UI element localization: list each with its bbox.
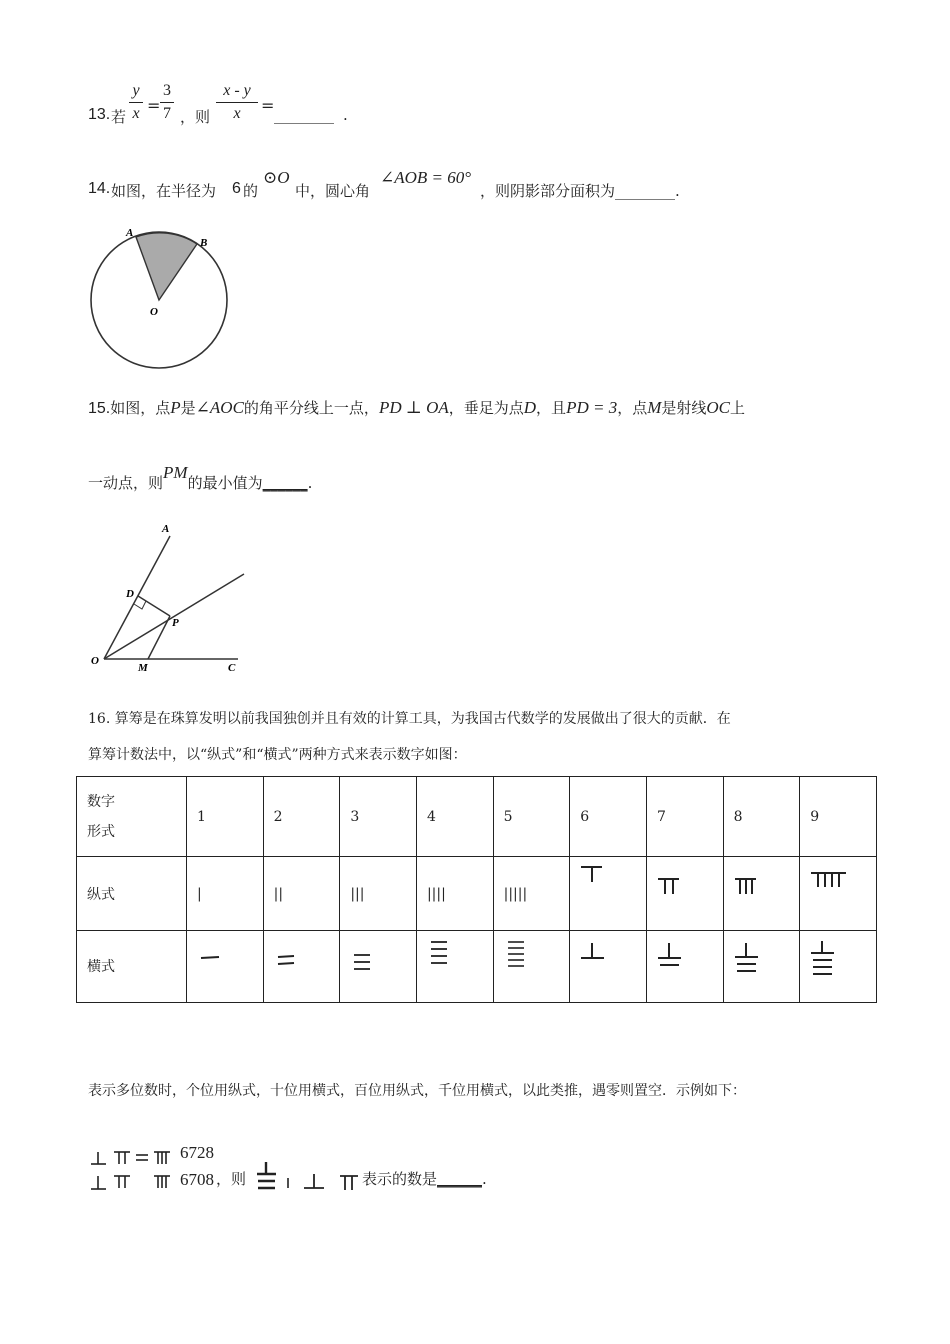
example-value-6708: 6708 <box>180 1170 214 1189</box>
q14-text-1: 如图，在半径为 <box>111 182 217 200</box>
example-rods-6708 <box>90 1172 180 1194</box>
table-row-horizontal <box>77 930 877 1002</box>
digit-cell: 9 <box>800 777 877 857</box>
horizontal-glyph-6 <box>570 930 647 1002</box>
q15-answer-blank[interactable]: ______ <box>262 474 308 492</box>
q14-circle-symbol: ⊙O <box>263 168 290 187</box>
q13-equals: = <box>147 96 161 115</box>
right-angle-mark <box>134 601 146 609</box>
digit-cell: 8 <box>723 777 800 857</box>
digit-cell: 1 <box>187 777 264 857</box>
digit-cell: 7 <box>646 777 723 857</box>
vertical-glyph-8 <box>723 857 800 930</box>
example-rods-6728 <box>90 1148 180 1168</box>
q14-number: 14. <box>88 180 111 197</box>
counting-rods-table <box>76 776 877 1003</box>
q16-paragraph-line-2: 算筹计数法中，以“纵式”和“横式”两种方式来表示数字如图： <box>88 747 467 763</box>
question-rods-number <box>254 1160 366 1194</box>
horizontal-glyph-4 <box>416 930 493 1002</box>
q13-fraction-y-over-x: y x <box>129 82 143 123</box>
q14-circle-figure <box>88 222 238 372</box>
vertical-glyph-6 <box>570 857 647 930</box>
q16-question: 表示的数是______. <box>362 1170 487 1188</box>
q14-text-4: ，则阴影部分面积为________. <box>480 182 680 200</box>
header-cell: 数字 形式 <box>77 777 187 857</box>
q13-number: 13. <box>88 106 111 123</box>
example-value-6728: 6728 <box>180 1143 214 1162</box>
segment-pm <box>148 616 170 659</box>
digit-cell: 6 <box>570 777 647 857</box>
example-suffix: ，则 <box>216 1170 247 1188</box>
vertical-glyph-7 <box>646 857 723 930</box>
q14-angle-expression: ∠AOB = 60° <box>380 168 472 187</box>
q13-answer-blank[interactable]: ________ <box>274 106 334 124</box>
row-label-vertical: 纵式 <box>77 857 187 930</box>
vertical-glyph-1: | <box>187 857 264 930</box>
horizontal-glyph-9 <box>800 930 877 1002</box>
digit-cell: 5 <box>493 777 570 857</box>
q14-text-2: 的 <box>243 182 259 200</box>
q13-fraction-x-minus-y-over-x: x - y x <box>216 82 258 123</box>
horizontal-glyph-7 <box>646 930 723 1002</box>
label-p: P <box>172 617 179 629</box>
q15-line-1: 15.如图，点P是∠AOC的角平分线上一点，PD ⊥ OA，垂足为点D，且PD = 3，点M是射线OC上 <box>88 398 746 417</box>
q16-answer-blank[interactable]: ______ <box>437 1170 483 1188</box>
horizontal-glyph-5 <box>493 930 570 1002</box>
q13-fraction-3-over-7: 3 7 <box>160 82 174 123</box>
q16-rule-text: 表示多位数时，个位用纵式，十位用横式，百位用纵式，千位用横式，以此类推，遇零则置空．示例如下： <box>88 1083 746 1099</box>
horizontal-glyph-3 <box>340 930 417 1002</box>
segment-pd <box>138 596 170 616</box>
horizontal-glyph-2 <box>263 930 340 1002</box>
vertical-glyph-2: || <box>263 857 340 930</box>
label-a: A <box>162 523 170 535</box>
vertical-glyph-3: ||| <box>340 857 417 930</box>
label-d: D <box>126 588 134 600</box>
q13-period: . <box>343 106 348 124</box>
vertical-glyph-5: ||||| <box>493 857 570 930</box>
q16-paragraph-line-1: 16. 算筹是在珠算发明以前我国独创并且有效的计算工具，为我国古代数学的发展做出了很大的贡献．在 <box>88 711 731 727</box>
horizontal-glyph-8 <box>723 930 800 1002</box>
table-row-vertical <box>77 857 877 930</box>
q13-equals-2: = <box>261 96 275 115</box>
digit-cell: 4 <box>416 777 493 857</box>
q13-prefix: 若 <box>111 108 127 126</box>
digit-cell: 2 <box>263 777 340 857</box>
table-row-digits <box>77 777 877 857</box>
label-c: C <box>228 662 236 674</box>
label-m: M <box>138 662 148 674</box>
shaded-sector <box>136 233 197 300</box>
vertical-glyph-9 <box>800 857 877 930</box>
label-b: B <box>200 237 208 249</box>
q13-then: ，则 <box>180 108 211 126</box>
q15-angle-figure <box>88 518 258 678</box>
row-label-horizontal: 横式 <box>77 930 187 1002</box>
digit-cell: 3 <box>340 777 417 857</box>
vertical-glyph-4: |||| <box>416 857 493 930</box>
label-o: O <box>91 655 99 667</box>
horizontal-glyph-1 <box>187 930 264 1002</box>
label-a: A <box>126 227 134 239</box>
q14-text-3: 中，圆心角 <box>295 182 371 200</box>
label-o: O <box>150 306 158 318</box>
q14-radius: 6 <box>232 180 241 197</box>
q15-line-2: 一动点，则PM的最小值为______. <box>88 463 313 492</box>
ray-oa <box>104 536 170 659</box>
